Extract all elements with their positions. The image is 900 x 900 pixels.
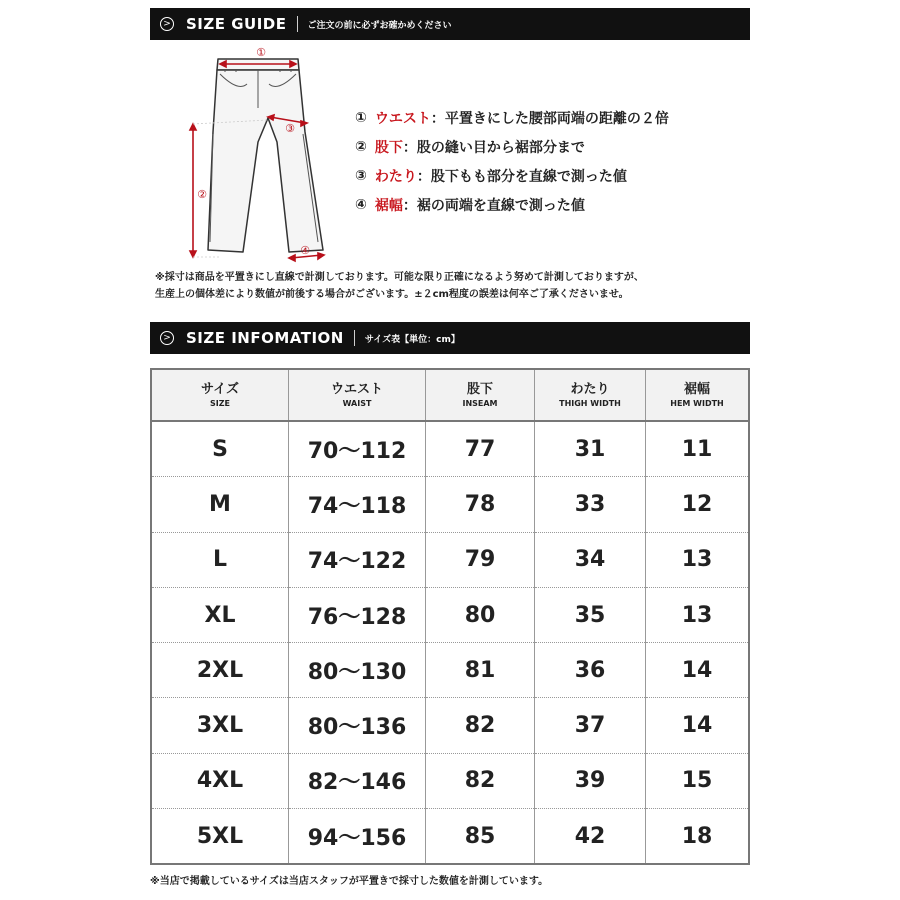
table-row [151,587,749,642]
table-row [151,643,749,698]
cell-hem-width: 12 [646,477,750,532]
cell-waist: 80〜136 [289,698,426,753]
table-row [151,421,749,477]
cell-waist: 74〜122 [289,532,426,587]
legend-item-thigh: ③ わたり ：股下もも部分を直線で測った値 [355,167,627,185]
cell-size: 4XL [151,753,289,808]
divider [354,330,355,346]
cell-hem-width: 13 [646,532,750,587]
cell-hem-width: 13 [646,587,750,642]
marker-3: ③ [285,122,295,135]
size-info-header [150,322,750,354]
table-row [151,477,749,532]
size-guide-header [150,8,750,40]
cell-thigh-width: 33 [535,477,646,532]
cell-size: S [151,421,289,477]
cell-thigh-width: 31 [535,421,646,477]
size-info-subtitle: サイズ表【単位：cm】 [364,334,460,345]
divider [297,16,298,32]
header-thigh-width: わたり THIGH WIDTH [535,369,646,421]
cell-inseam: 85 [426,809,535,865]
cell-thigh-width: 37 [535,698,646,753]
cell-size: 2XL [151,643,289,698]
size-info-title: SIZE INFOMATION [186,329,344,347]
cell-waist: 70〜112 [289,421,426,477]
measurement-note-line-2: 生産上の個体差により数値が前後する場合がございます。±２cm程度の誤差は何卒ご了承くださいませ。 [155,289,629,300]
cell-waist: 80〜130 [289,643,426,698]
cell-waist: 74〜118 [289,477,426,532]
cell-hem-width: 14 [646,698,750,753]
chevron-right-icon: > [160,331,174,345]
pants-diagram [180,42,340,264]
table-row [151,809,749,865]
cell-thigh-width: 34 [535,532,646,587]
cell-size: M [151,477,289,532]
marker-1: ① [256,46,266,59]
footer-note: ※当店で掲載しているサイズは当店スタッフが平置きで採寸した数値を計測しています。 [150,876,549,887]
cell-thigh-width: 35 [535,587,646,642]
cell-inseam: 81 [426,643,535,698]
measurement-legend [355,103,669,219]
cell-size: L [151,532,289,587]
legend-item-inseam: ② 股下 ：股の縫い目から裾部分まで [355,138,585,156]
cell-waist: 76〜128 [289,587,426,642]
cell-inseam: 80 [426,587,535,642]
cell-size: XL [151,587,289,642]
size-guide-subtitle: ご注文の前に必ずお確かめください [307,20,452,31]
cell-thigh-width: 36 [535,643,646,698]
size-guide-title: SIZE GUIDE [186,15,287,33]
header-hem-width: 裾幅 HEM WIDTH [646,369,750,421]
cell-hem-width: 11 [646,421,750,477]
marker-4: ④ [300,244,310,257]
cell-hem-width: 14 [646,643,750,698]
header-size: サイズ SIZE [151,369,289,421]
measurement-note [155,269,755,303]
cell-thigh-width: 42 [535,809,646,865]
size-table [150,368,750,865]
cell-inseam: 79 [426,532,535,587]
cell-size: 3XL [151,698,289,753]
legend-item-waist: ① ウエスト ：平置きにした腰部両端の距離の２倍 [355,109,669,127]
measurement-note-line-1: ※採寸は商品を平置きにし直線で計測しております。可能な限り正確になるよう努めて計測しておりますが、 [155,272,644,283]
chevron-right-icon: > [160,17,174,31]
cell-hem-width: 15 [646,753,750,808]
cell-thigh-width: 39 [535,753,646,808]
table-row [151,698,749,753]
cell-inseam: 82 [426,753,535,808]
cell-inseam: 78 [426,477,535,532]
table-row [151,753,749,808]
header-waist: ウエスト WAIST [289,369,426,421]
legend-item-hem: ④ 裾幅 ：裾の両端を直線で測った値 [355,196,585,214]
table-row [151,532,749,587]
cell-waist: 82〜146 [289,753,426,808]
cell-inseam: 82 [426,698,535,753]
cell-size: 5XL [196,823,244,849]
cell-waist: 94〜156 [289,809,426,865]
header-inseam: 股下 INSEAM [426,369,535,421]
marker-2: ② [197,188,207,201]
cell-hem-width: 18 [646,809,750,865]
cell-inseam: 77 [426,421,535,477]
table-header-row [151,369,749,421]
